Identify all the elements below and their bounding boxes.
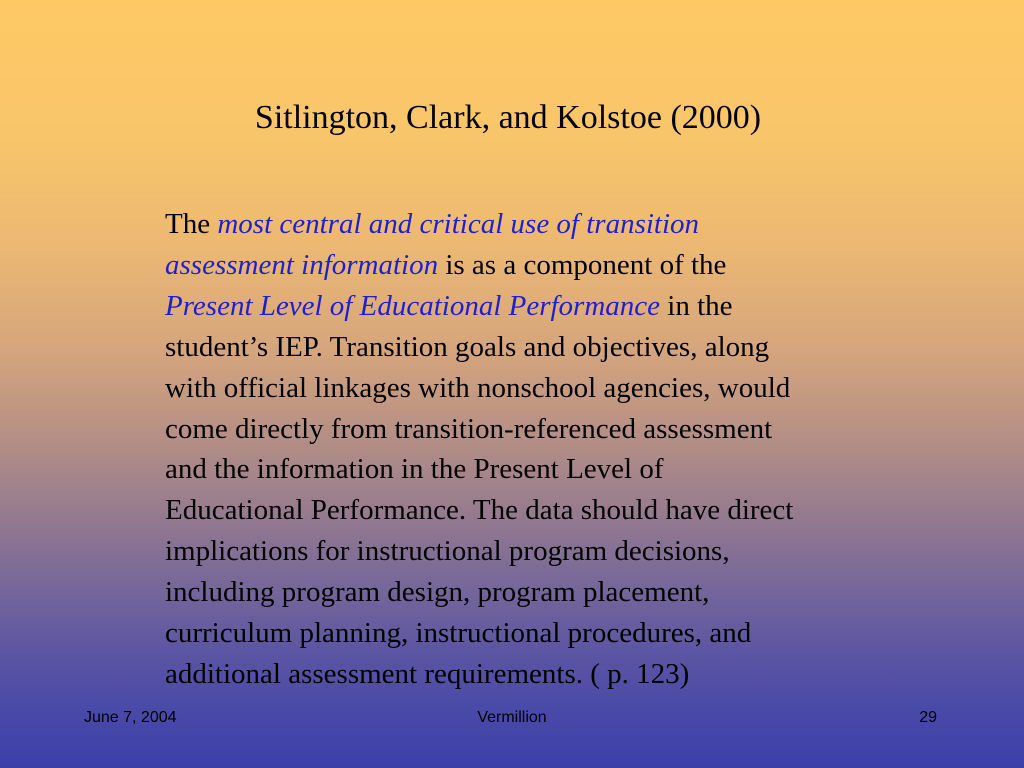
slide-title-text: Sitlington, Clark, and Kolstoe (2000) — [254, 99, 762, 136]
highlighted-phrase: Present Level of Educational Performance — [165, 289, 661, 322]
body-line — [165, 245, 925, 286]
body-line — [165, 286, 925, 327]
footer-date: June 7, 2004 — [84, 709, 177, 726]
body-line: student’s IEP. Transition goals and objectives, along — [165, 330, 770, 363]
body-text-segment: is as a component of the — [438, 248, 727, 281]
slide-title — [0, 98, 1024, 138]
footer-page-number: 29 — [919, 709, 937, 726]
highlighted-phrase: most central and critical use of transition — [217, 208, 700, 240]
body-line: additional assessment requirements. ( p. 123) — [165, 657, 690, 690]
body-text-segment: The — [165, 208, 218, 240]
body-line: with official linkages with nonschool agencies, would — [165, 371, 791, 404]
body-line: come directly from transition-referenced assessment — [165, 412, 773, 445]
body-text-segment: in the — [660, 289, 733, 322]
body-line — [165, 204, 925, 245]
body-line: and the information in the Present Level of — [165, 453, 664, 486]
footer-presenter: Vermillion — [477, 709, 547, 726]
body-line: including program design, program placement, — [165, 576, 710, 609]
body-line: curriculum planning, instructional procedures, and — [165, 617, 752, 650]
body-line: implications for instructional program decisions, — [165, 535, 730, 568]
highlighted-phrase: assessment information — [165, 248, 439, 281]
slide-body — [165, 204, 925, 695]
body-line: Educational Performance. The data should have direct — [165, 494, 794, 527]
